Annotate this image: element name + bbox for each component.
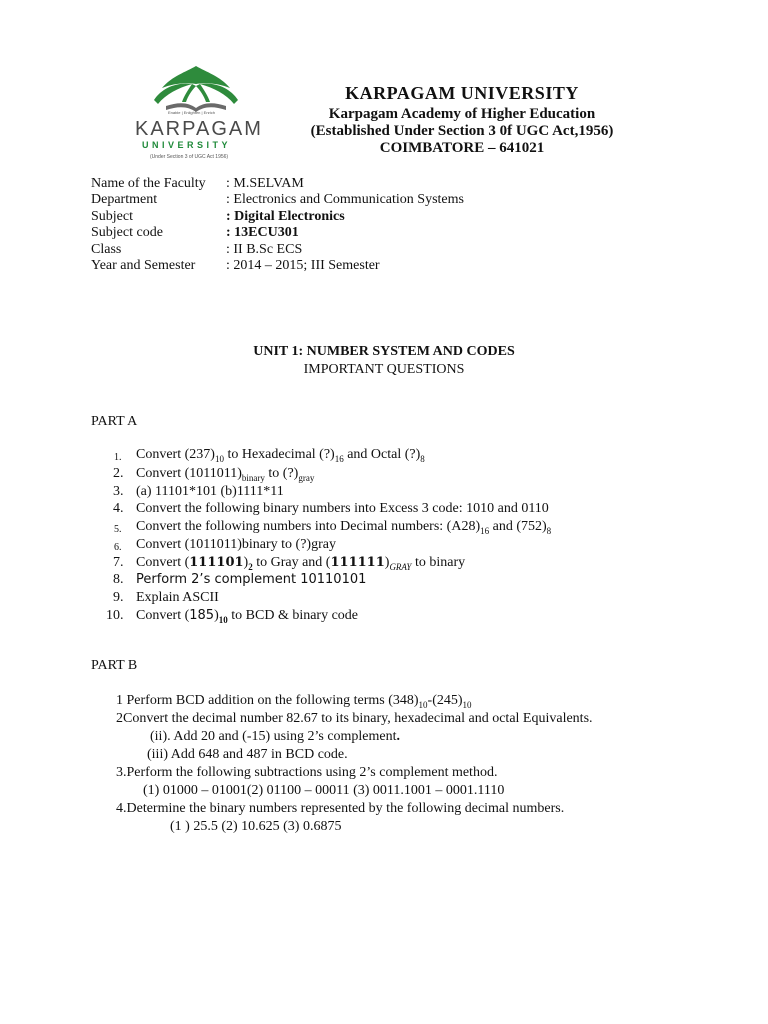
class-value: : II B.Sc ECS (226, 242, 303, 257)
question-number: 2. (113, 466, 124, 481)
unit-title: UNIT 1: NUMBER SYSTEM AND CODES (253, 344, 515, 359)
question-number: 1. (114, 452, 122, 463)
part-b-question-2-ii: (ii). Add 20 and (-15) using 2’s complement. (150, 729, 401, 744)
question-text: Convert $(237)_{10}$ to Hexadecimal $(?)_{16}$ and Octal $(?)_8$ (136, 447, 425, 464)
part-b-question-1: 1 Perform BCD addition on the following terms $(348)_{10}-(245)_{10}$ (116, 693, 472, 710)
important-questions-heading: IMPORTANT QUESTIONS (303, 362, 465, 377)
logo-motto: Enable | Enlighten | Enrich (168, 110, 215, 115)
question-text: Convert $(185)_{10}$ to BCD & binary code (136, 608, 359, 625)
part-b-question-3: 3.Perform the following subtractions using 2’s complement method. (116, 765, 498, 780)
logo-tagline: (Under Section 3 of UGC Act 1956) (150, 154, 229, 160)
question-number: 8. (113, 572, 124, 587)
part-b-question-2: 2Convert the decimal number 82.67 to its binary, hexadecimal and octal Equivalents. (116, 711, 593, 726)
question-number: 10. (106, 608, 124, 623)
logo-submark: UNIVERSITY (142, 140, 232, 150)
question-text: Convert $(111101)_2$ to Gray and $(111111)_{GRAY}$ to binary (136, 555, 466, 572)
year-semester-label: Year and Semester (91, 258, 196, 273)
part-b-title: PART B (91, 658, 138, 673)
university-logo (132, 62, 263, 162)
subject-code-label: Subject code (91, 225, 163, 240)
question-text: Explain ASCII (136, 590, 219, 605)
part-b-question-4-items: (1 ) 25.5 (2) 10.625 (3) 0.6875 (170, 819, 342, 834)
department-label: Department (91, 192, 158, 207)
question-text: Convert the following binary numbers into Excess 3 code: 1010 and 0110 (136, 501, 549, 516)
question-number: 9. (113, 590, 124, 605)
question-number: 4. (113, 501, 124, 516)
class-label: Class (91, 242, 122, 257)
question-number: 3. (113, 484, 124, 499)
question-text: Convert the following numbers into Decimal numbers: $(A28)_{16}$ and $(752)_8$ (136, 519, 552, 536)
question-text: Perform 2’s complement 10110101 (136, 572, 367, 587)
part-a-title: PART A (91, 414, 138, 429)
subject-code-value: : 13ECU301 (226, 225, 299, 240)
question-text: Convert (1011011)binary to (?)gray (136, 537, 336, 552)
logo-wordmark: KARPAGAM (135, 118, 263, 140)
year-semester-value: : 2014 – 2015; III Semester (226, 258, 380, 273)
question-number: 5. (114, 524, 122, 535)
subject-label: Subject (91, 209, 133, 224)
faculty-value: : M.SELVAM (226, 176, 304, 191)
question-text: Convert $(1011011)_{binary}$ to $(?)_{gray}$ (136, 466, 315, 483)
academy-name: Karpagam Academy of Higher Education (328, 106, 596, 122)
question-number: 7. (113, 555, 124, 570)
subject-value: : Digital Electronics (226, 209, 345, 224)
question-number: 6. (114, 542, 122, 553)
department-value: : Electronics and Communication Systems (226, 192, 464, 207)
university-name: KARPAGAM UNIVERSITY (345, 83, 579, 103)
faculty-label: Name of the Faculty (91, 176, 206, 191)
part-b-question-4: 4.Determine the binary numbers represented by the following decimal numbers. (116, 801, 565, 816)
part-b-question-2-iii: (iii) Add 648 and 487 in BCD code. (147, 747, 348, 762)
question-text: (a) 11101*101 (b)1111*11 (136, 484, 284, 499)
part-b-question-3-items: (1) 01000 – 01001(2) 01100 – 00011 (3) 0011.1001 – 0001.1110 (143, 783, 505, 798)
established-line: (Established Under Section 3 0f UGC Act,1956) (310, 123, 614, 139)
city-line: COIMBATORE – 641021 (379, 140, 545, 156)
